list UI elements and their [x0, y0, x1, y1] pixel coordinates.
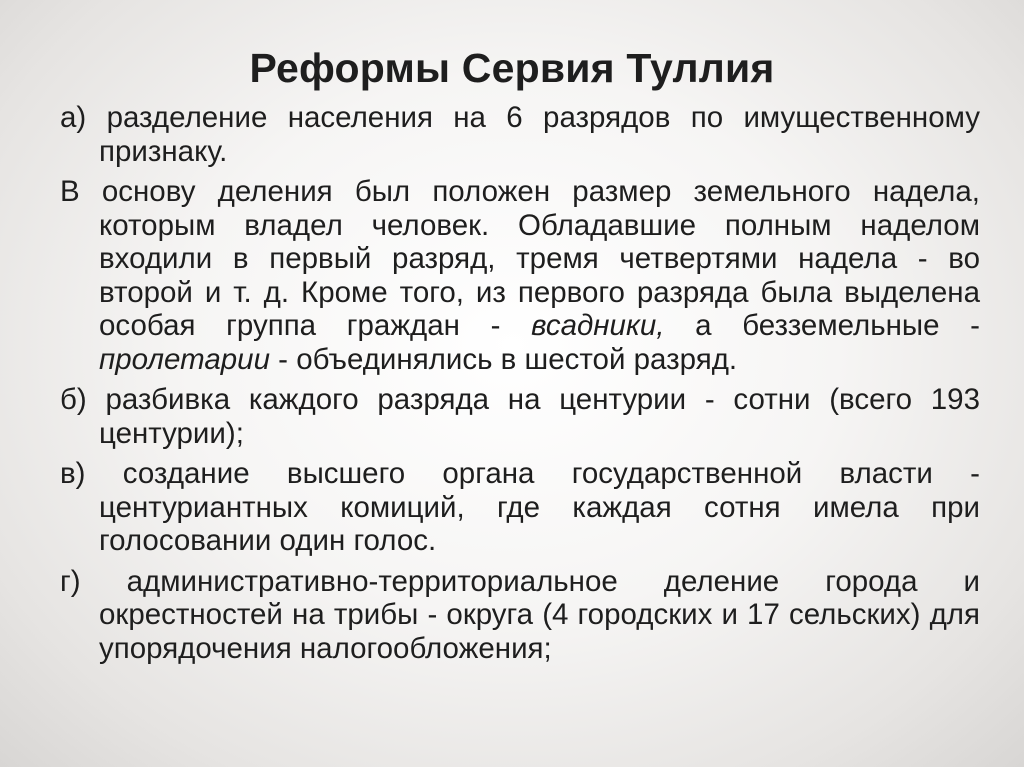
paragraph-v: в) создание высшего органа государственной власти - центуриантных комиций, где каждая сотня имела при голосовании один голос. [60, 457, 980, 557]
paragraph-g: г) административно-территориальное деление города и окрестностей на трибы - округа (4 городских и 17 сельских) для упорядочения налогообложения; [60, 564, 980, 665]
term-proletarii: пролетарии [99, 342, 270, 376]
slide-body [60, 101, 980, 665]
term-vsadniki: всадники, [531, 309, 665, 342]
paragraph-a: а) разделение населения на 6 разрядов по имущественному признаку. [60, 101, 980, 168]
paragraph-text-part: а безземельные - [664, 309, 980, 342]
paragraph-text-part: В основу деления был положен размер земельного надела, которым владел человек. Обладавшие полным наделом входили в первый разряд, тремя четвертями надела - во второй и т. д. Кроме того, из первого разряда была выделена особая группа граждан - [60, 175, 980, 342]
slide-title: Реформы Сервия Туллия [249, 45, 775, 91]
paragraph-division-basis [60, 175, 980, 376]
paragraph-text-part: - объединялись в шестой разряд. [269, 342, 738, 376]
paragraph-b: б) разбивка каждого разряда на центурии - сотни (всего 193 центурии); [60, 383, 980, 450]
